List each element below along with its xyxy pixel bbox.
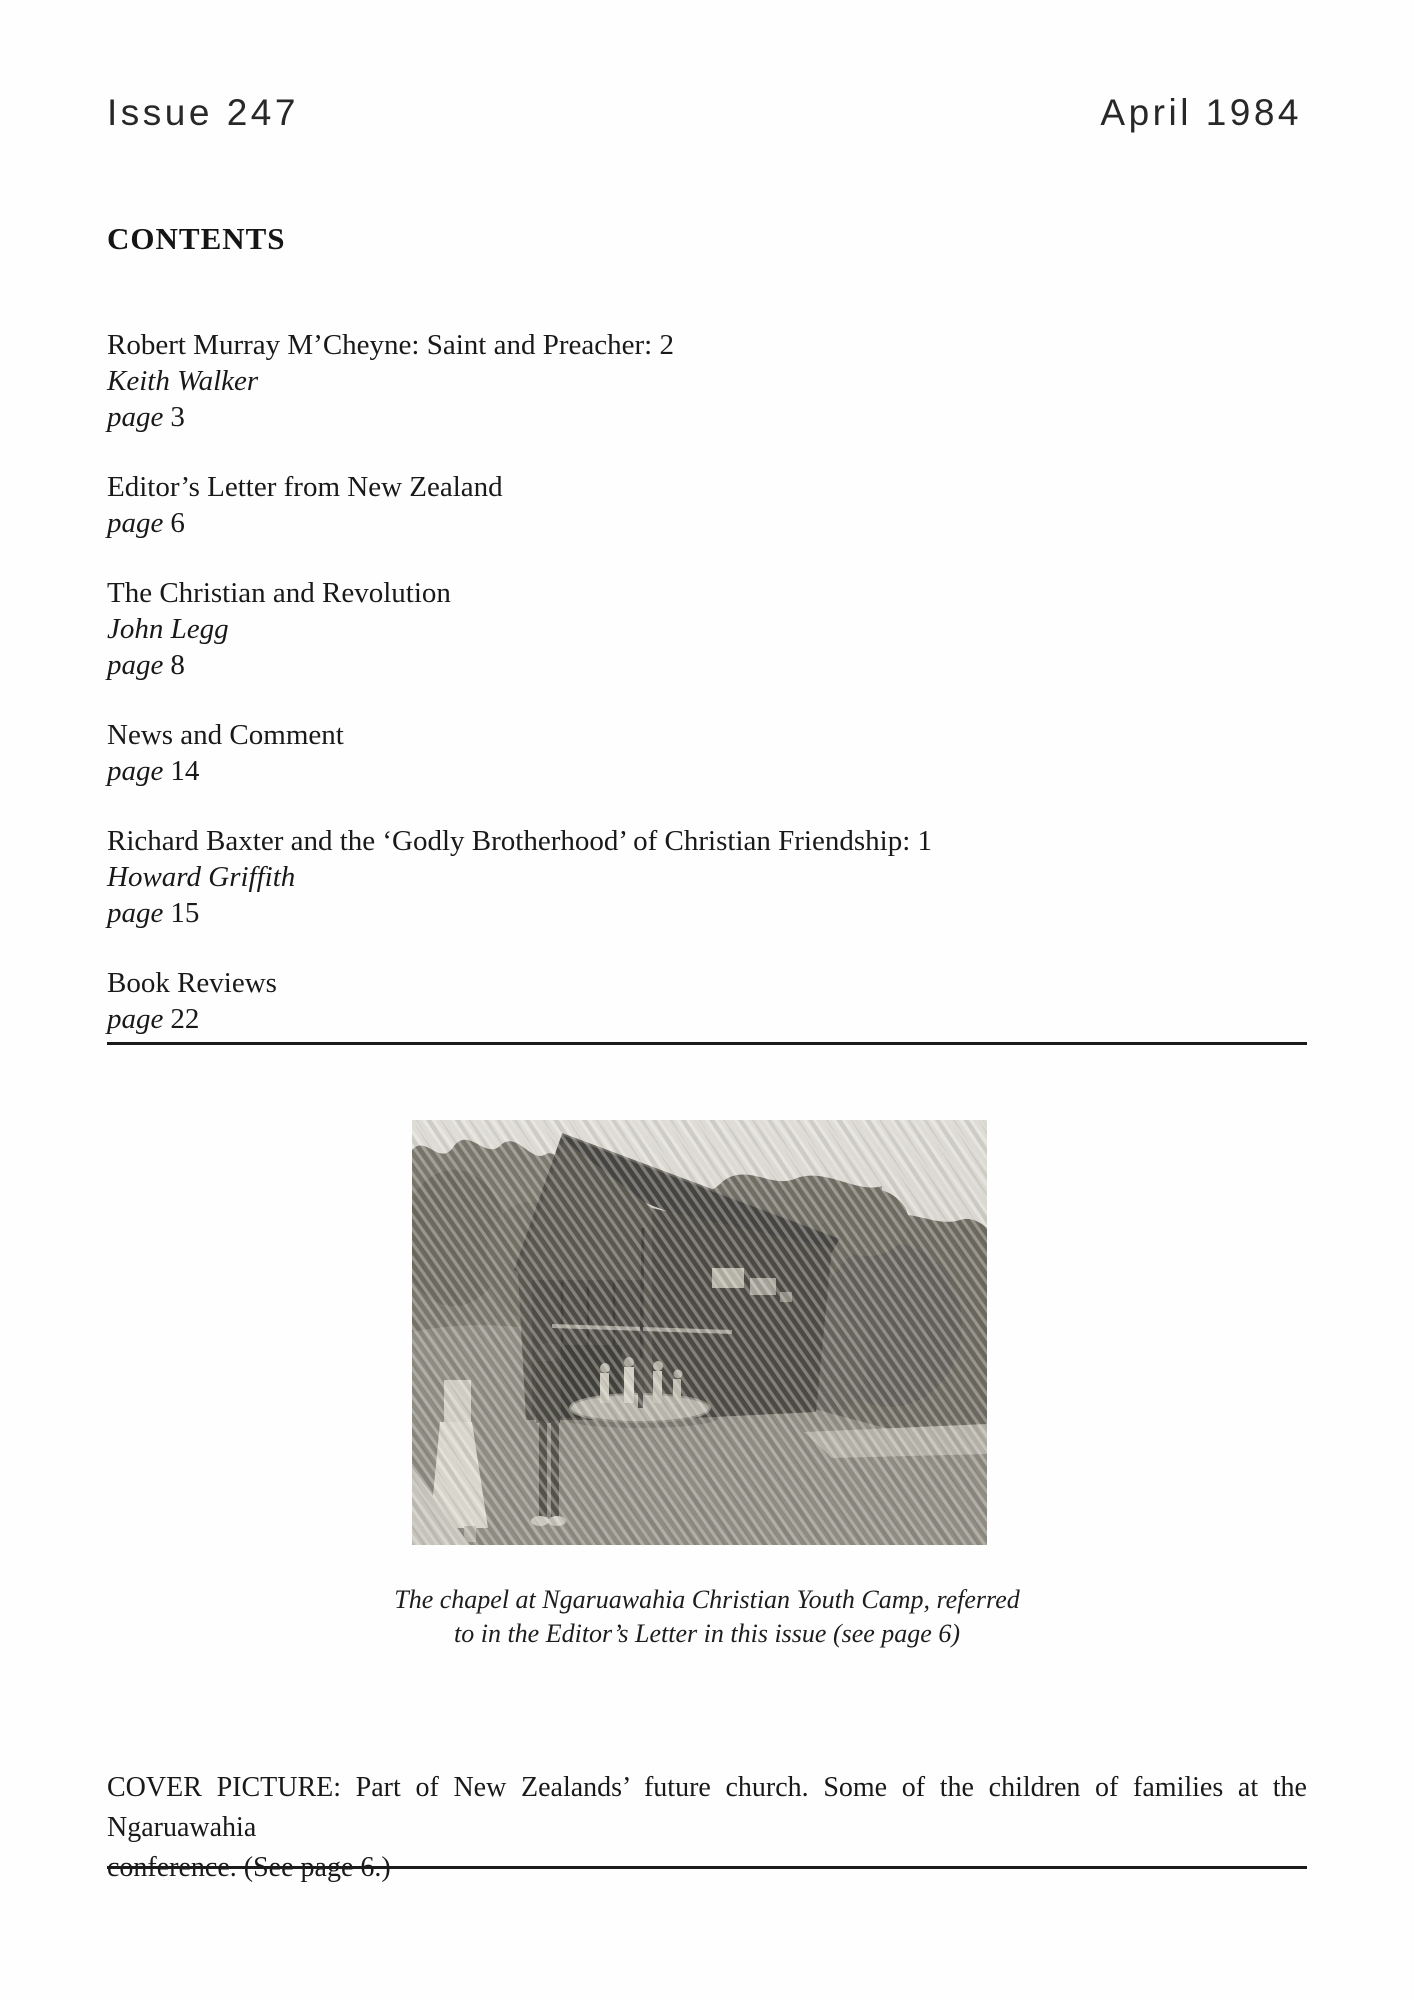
toc-entry — [107, 965, 1307, 1037]
cover-note-line-1: COVER PICTURE: Part of New Zealands’ future church. Some of the children of families at the Ngaruawahia — [107, 1772, 1307, 1843]
toc-entry — [107, 823, 1307, 931]
entry-author: John Legg — [107, 613, 229, 645]
entry-author: Keith Walker — [107, 365, 259, 397]
page-number: 15 — [170, 897, 200, 929]
chapel-photo-illustration — [412, 1120, 987, 1545]
toc-entry — [107, 575, 1307, 683]
entry-title: Book Reviews — [107, 967, 277, 999]
issue-date: April 1984 — [1100, 92, 1302, 133]
photo-caption — [207, 1583, 1207, 1651]
cover-note-line-2: conference. (See page 6.) — [107, 1852, 391, 1883]
page-label: page — [107, 649, 164, 681]
toc-entry — [107, 469, 1307, 541]
masthead — [107, 92, 1302, 134]
entry-author: Howard Griffith — [107, 861, 296, 893]
divider-rule-top — [107, 1042, 1307, 1045]
entry-title: The Christian and Revolution — [107, 577, 451, 609]
page-number: 8 — [170, 649, 185, 681]
entry-page — [107, 399, 1307, 435]
page-label: page — [107, 897, 164, 929]
page-label: page — [107, 401, 164, 433]
page-number: 6 — [170, 507, 185, 539]
entry-page — [107, 895, 1307, 931]
page-number: 22 — [170, 1003, 200, 1035]
page-number: 3 — [170, 401, 185, 433]
table-of-contents — [107, 327, 1307, 1071]
entry-title: Editor’s Letter from New Zealand — [107, 471, 503, 503]
page-label: page — [107, 755, 164, 787]
entry-page — [107, 647, 1307, 683]
issue-number: Issue 247 — [107, 92, 299, 133]
toc-entry — [107, 717, 1307, 789]
entry-title: Richard Baxter and the ‘Godly Brotherhood’ of Christian Friendship: 1 — [107, 825, 932, 857]
entry-page — [107, 1001, 1307, 1037]
entry-page — [107, 505, 1307, 541]
photo-caption-line-2: to in the Editor’s Letter in this issue (see page 6) — [454, 1619, 960, 1648]
page-label: page — [107, 507, 164, 539]
divider-rule-bottom — [107, 1866, 1307, 1869]
contents-heading: CONTENTS — [107, 221, 286, 256]
page-label: page — [107, 1003, 164, 1035]
entry-page — [107, 753, 1307, 789]
cover-note — [107, 1768, 1307, 1888]
photo-caption-line-1: The chapel at Ngaruawahia Christian Youth Camp, referred — [394, 1585, 1020, 1614]
page-number: 14 — [170, 755, 200, 787]
chapel-photo — [412, 1120, 987, 1545]
entry-title: News and Comment — [107, 719, 344, 751]
toc-entry — [107, 327, 1307, 435]
entry-title: Robert Murray M’Cheyne: Saint and Preacher: 2 — [107, 329, 674, 361]
